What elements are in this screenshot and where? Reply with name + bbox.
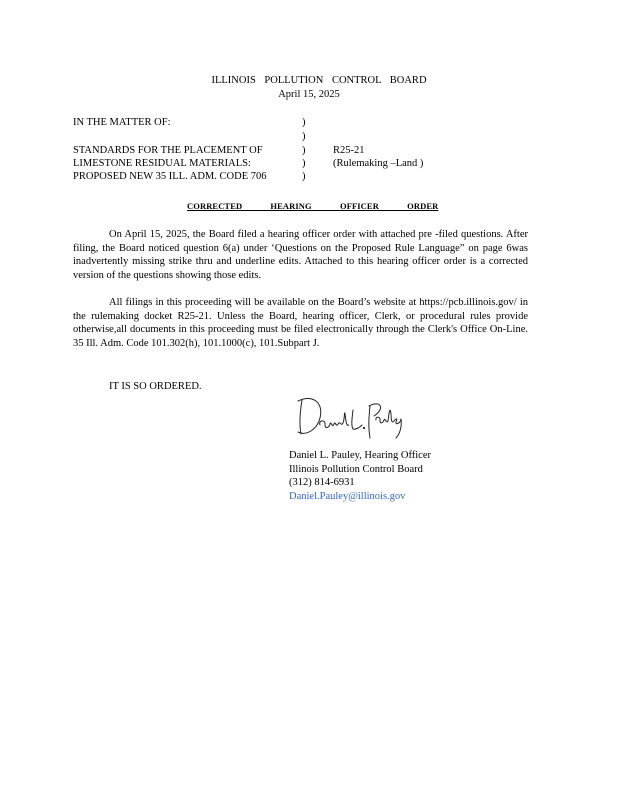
caption-paren-2: ) [302,131,306,142]
caption-paren-3: ) [302,145,306,156]
order-date: April 15, 2025 [278,89,340,100]
caption-paren-5: ) [302,171,306,182]
signer-name-title: Daniel L. Pauley, Hearing Officer [289,450,431,461]
document-title: CORRECTED HEARING OFFICER ORDER [187,201,439,211]
signer-email-link[interactable]: Daniel.Pauley@illinois.gov [289,490,406,502]
signature-block [289,449,431,503]
paragraph-1: On April 15, 2025, the Board filed a hearing officer order with attached pre -filed questions. After filing, the Board noticed question 6(a) under ‘Questions on the Proposed Rule Language” on page 6was inadvertently missing strike thru and underline edits. Attached to this hearing officer order is a corrected version of the questions showing those edits. [73,229,528,281]
board-name: ILLINOIS POLLUTION CONTROL BOARD [211,75,427,86]
caption-paren-1: ) [302,117,306,128]
docket-description: (Rulemaking –Land ) [333,158,424,169]
signer-organization: Illinois Pollution Control Board [289,463,423,475]
caption-line-3: PROPOSED NEW 35 ILL. ADM. CODE 706 [73,171,267,182]
handwritten-signature [290,392,405,445]
caption-matter: IN THE MATTER OF: [73,117,171,128]
paragraph-2: All filings in this proceeding will be available on the Board’s website at https://pcb.illinois.gov/ in the rulemaking docket R25-21. Unless the Board, hearing officer, Clerk, or procedural rules provide otherwise,all documents in this proceeding must be filed electronically through the Clerk's Office On-Line. 35 Ill. Adm. Code 101.302(h), 101.1000(c), 101.Subpart J. [73,297,528,349]
caption-line-2: LIMESTONE RESIDUAL MATERIALS: [73,158,251,169]
caption-line-1: STANDARDS FOR THE PLACEMENT OF [73,145,263,156]
docket-number: R25-21 [333,145,365,156]
paragraph-so-ordered: IT IS SO ORDERED. [109,381,202,392]
signer-phone: (312) 814-6931 [289,477,355,489]
caption-paren-4: ) [302,158,306,169]
